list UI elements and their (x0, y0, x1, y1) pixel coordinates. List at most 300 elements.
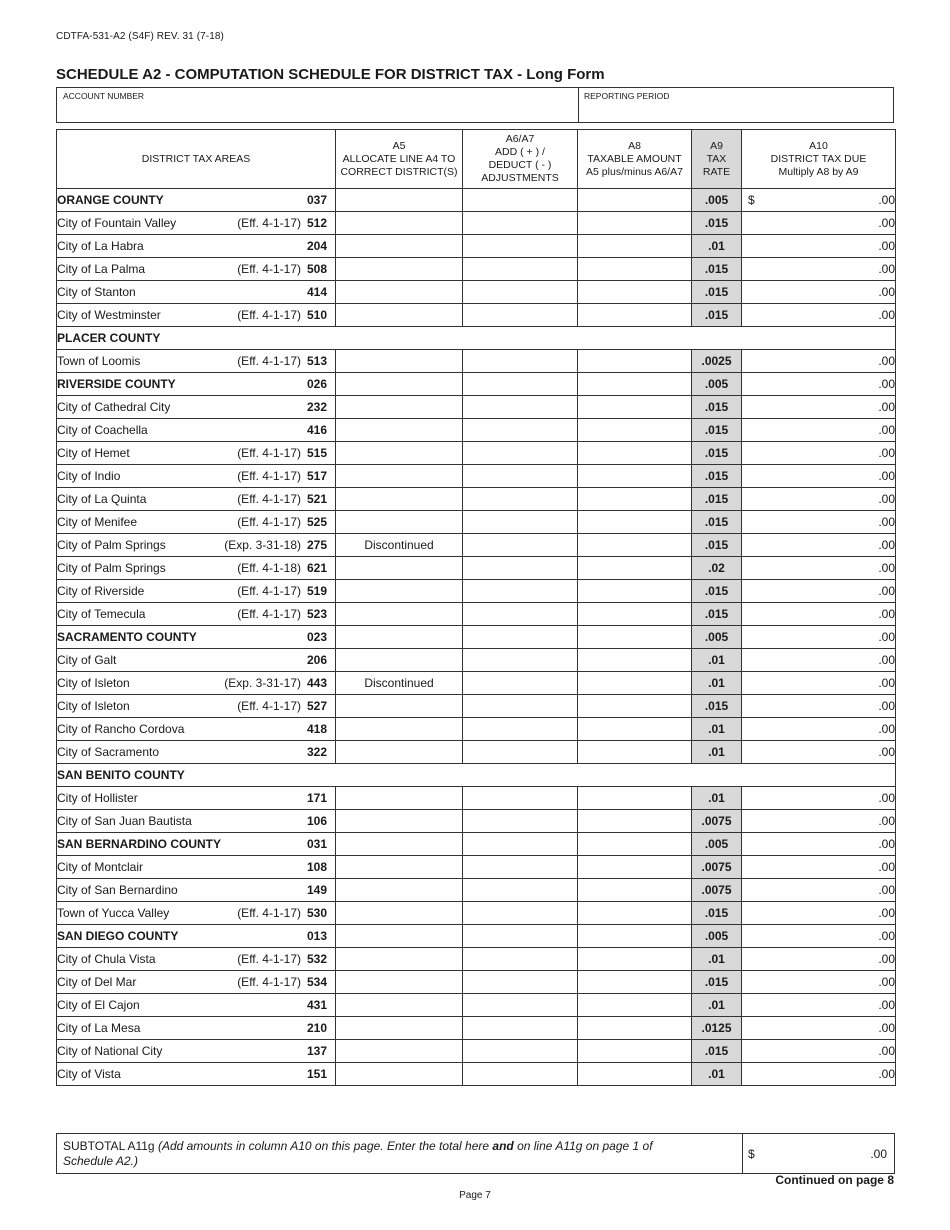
a8-taxable-amount-field[interactable] (578, 856, 692, 879)
district-area-cell (57, 718, 336, 741)
a10-district-tax-due-field[interactable] (742, 626, 896, 649)
district-name: City of San Bernardino (57, 883, 178, 897)
table-row (57, 534, 896, 557)
a5-allocate-field[interactable] (336, 948, 463, 971)
a9-tax-rate: .015 (692, 1040, 742, 1063)
a8-taxable-amount-field[interactable] (578, 465, 692, 488)
district-area-inner (57, 584, 335, 598)
a6-a7-adjustment-field[interactable] (463, 235, 578, 258)
a8-taxable-amount-field[interactable] (578, 603, 692, 626)
district-area-cell (57, 741, 336, 764)
a6-a7-adjustment-field[interactable] (463, 902, 578, 925)
a9-tax-rate: .015 (692, 695, 742, 718)
due-amount: .00 (878, 285, 895, 299)
a6-a7-adjustment-field[interactable] (463, 465, 578, 488)
district-area-cell (57, 994, 336, 1017)
table-row (57, 580, 896, 603)
a5-allocate-field[interactable] (336, 718, 463, 741)
a9-tax-rate: .015 (692, 511, 742, 534)
district-name: City of Hemet (57, 446, 130, 460)
effective-date: (Eff. 4-1-17) (237, 607, 301, 621)
a6-a7-adjustment-field[interactable] (463, 994, 578, 1017)
a6-a7-adjustment-field[interactable] (463, 281, 578, 304)
due-amount: .00 (878, 1067, 895, 1081)
a10-district-tax-due-field[interactable] (742, 1017, 896, 1040)
county-row (57, 764, 896, 787)
district-name: City of La Palma (57, 262, 146, 276)
a8-taxable-amount-field[interactable] (578, 258, 692, 281)
a5-allocate-field[interactable] (336, 994, 463, 1017)
district-area-inner (57, 791, 335, 805)
a9-tax-rate: .01 (692, 672, 742, 695)
a5-allocate-field[interactable] (336, 258, 463, 281)
a6-a7-adjustment-field[interactable] (463, 212, 578, 235)
effective-date: (Exp. 3-31-17) (224, 676, 301, 690)
a6-a7-adjustment-field[interactable] (463, 925, 578, 948)
a10-district-tax-due-field[interactable] (742, 304, 896, 327)
a5-allocate-field[interactable] (336, 741, 463, 764)
a5-allocate-field[interactable] (336, 419, 463, 442)
district-tax-table (56, 129, 896, 1086)
a9-tax-rate: .015 (692, 580, 742, 603)
a8-taxable-amount-field[interactable] (578, 787, 692, 810)
due-amount: .00 (878, 630, 895, 644)
effective-date: (Eff. 4-1-17) (237, 492, 301, 506)
subtotal-instruction-and: and (492, 1139, 514, 1153)
a8-taxable-amount-field[interactable] (578, 442, 692, 465)
a5-allocate-field[interactable] (336, 396, 463, 419)
district-area-cell (57, 925, 336, 948)
header-a9-code: A9 (710, 139, 723, 152)
table-row (57, 672, 896, 695)
due-amount: .00 (878, 837, 895, 851)
a10-district-tax-due-field[interactable] (742, 994, 896, 1017)
district-name: Town of Yucca Valley (57, 906, 170, 920)
subtotal-box (56, 1133, 895, 1174)
a10-district-tax-due-field[interactable] (742, 948, 896, 971)
district-name: City of Hollister (57, 791, 138, 805)
a5-allocate-field[interactable] (336, 856, 463, 879)
a5-allocate-field[interactable] (336, 235, 463, 258)
a6-a7-adjustment-field[interactable] (463, 649, 578, 672)
a8-taxable-amount-field[interactable] (578, 350, 692, 373)
a10-district-tax-due-field[interactable] (742, 672, 896, 695)
table-header-row (57, 130, 896, 189)
a8-taxable-amount-field[interactable] (578, 1017, 692, 1040)
a8-taxable-amount-field[interactable] (578, 1063, 692, 1086)
district-area-cell (57, 626, 336, 649)
due-amount: .00 (878, 975, 895, 989)
a5-allocate-field[interactable] (336, 189, 463, 212)
a5-allocate-field[interactable] (336, 971, 463, 994)
a10-district-tax-due-field[interactable] (742, 1063, 896, 1086)
a5-allocate-field[interactable] (336, 1040, 463, 1063)
district-code: 137 (307, 1044, 328, 1058)
a5-allocate-field[interactable] (336, 281, 463, 304)
table-row (57, 603, 896, 626)
table-row (57, 350, 896, 373)
a10-district-tax-due-field[interactable] (742, 1040, 896, 1063)
table-row (57, 281, 896, 304)
district-area-cell (57, 1040, 336, 1063)
a6-a7-adjustment-field[interactable] (463, 442, 578, 465)
table-row (57, 971, 896, 994)
a10-district-tax-due-field[interactable] (742, 787, 896, 810)
a6-a7-adjustment-field[interactable] (463, 488, 578, 511)
district-area-cell (57, 419, 336, 442)
a8-taxable-amount-field[interactable] (578, 212, 692, 235)
a9-tax-rate: .01 (692, 741, 742, 764)
district-code: 527 (307, 699, 328, 713)
a6-a7-adjustment-field[interactable] (463, 419, 578, 442)
a10-district-tax-due-field[interactable] (742, 649, 896, 672)
a10-district-tax-due-field[interactable] (742, 902, 896, 925)
district-code: 431 (307, 998, 328, 1012)
district-code: 232 (307, 400, 328, 414)
a8-taxable-amount-field[interactable] (578, 373, 692, 396)
a6-a7-adjustment-field[interactable] (463, 1063, 578, 1086)
district-area-inner (57, 561, 335, 575)
district-code: 521 (307, 492, 328, 506)
a6-a7-adjustment-field[interactable] (463, 1017, 578, 1040)
a8-taxable-amount-field[interactable] (578, 580, 692, 603)
effective-date: (Eff. 4-1-17) (237, 952, 301, 966)
table-row (57, 557, 896, 580)
a10-district-tax-due-field[interactable] (742, 258, 896, 281)
district-area-inner (57, 239, 335, 253)
a10-district-tax-due-field[interactable] (742, 281, 896, 304)
effective-date: (Eff. 4-1-17) (237, 515, 301, 529)
district-name: City of Galt (57, 653, 117, 667)
district-code: 210 (307, 1021, 328, 1035)
a5-allocate-field[interactable] (336, 1017, 463, 1040)
header-a10 (742, 130, 896, 189)
district-name: City of Del Mar (57, 975, 137, 989)
district-name: City of Sacramento (57, 745, 160, 759)
a8-taxable-amount-field[interactable] (578, 511, 692, 534)
due-amount: .00 (878, 492, 895, 506)
a9-tax-rate: .015 (692, 304, 742, 327)
a10-district-tax-due-field[interactable] (742, 925, 896, 948)
district-area-inner (57, 515, 335, 529)
a5-allocate-field[interactable] (336, 925, 463, 948)
header-a9-line2: RATE (702, 165, 731, 178)
district-area-inner (57, 883, 335, 897)
a6-a7-adjustment-field[interactable] (463, 856, 578, 879)
a10-district-tax-due-field[interactable] (742, 189, 896, 212)
a6-a7-adjustment-field[interactable] (463, 833, 578, 856)
a5-allocate-field[interactable] (336, 580, 463, 603)
a8-taxable-amount-field[interactable] (578, 1040, 692, 1063)
due-amount: .00 (878, 722, 895, 736)
a6-a7-adjustment-field[interactable] (463, 603, 578, 626)
district-code: 206 (307, 653, 328, 667)
a10-district-tax-due-field[interactable] (742, 580, 896, 603)
district-name: City of Isleton (57, 676, 130, 690)
district-code: 013 (307, 929, 328, 943)
district-code: 621 (307, 561, 328, 575)
district-area-cell (57, 948, 336, 971)
a5-allocate-field[interactable] (336, 212, 463, 235)
a6-a7-adjustment-field[interactable] (463, 672, 578, 695)
a9-tax-rate: .01 (692, 235, 742, 258)
district-code: 532 (307, 952, 328, 966)
account-number-label: ACCOUNT NUMBER (63, 91, 145, 101)
district-code: 515 (307, 446, 328, 460)
table-row (57, 810, 896, 833)
due-amount: .00 (878, 998, 895, 1012)
due-amount: .00 (878, 354, 895, 368)
a8-taxable-amount-field[interactable] (578, 419, 692, 442)
table-row (57, 994, 896, 1017)
due-amount: .00 (878, 423, 895, 437)
district-name: City of El Cajon (57, 998, 140, 1012)
a9-tax-rate: .005 (692, 833, 742, 856)
a10-district-tax-due-field[interactable] (742, 695, 896, 718)
account-divider (578, 88, 579, 122)
a5-allocate-field[interactable] (336, 833, 463, 856)
a10-district-tax-due-field[interactable] (742, 511, 896, 534)
due-amount: .00 (878, 1021, 895, 1035)
a8-taxable-amount-field[interactable] (578, 189, 692, 212)
table-body (57, 189, 896, 1086)
district-area-cell (57, 396, 336, 419)
header-a9-line1: TAX (706, 152, 727, 165)
a5-allocate-field[interactable] (336, 902, 463, 925)
district-area-inner (57, 676, 335, 690)
district-area-cell (57, 856, 336, 879)
a5-allocate-field[interactable] (336, 465, 463, 488)
a8-taxable-amount-field[interactable] (578, 281, 692, 304)
effective-date: (Eff. 4-1-17) (237, 469, 301, 483)
a10-district-tax-due-field[interactable] (742, 488, 896, 511)
a6-a7-adjustment-field[interactable] (463, 511, 578, 534)
a5-allocate-field[interactable] (336, 695, 463, 718)
a6-a7-adjustment-field[interactable] (463, 258, 578, 281)
district-area-inner (57, 814, 335, 828)
a5-allocate-field[interactable] (336, 511, 463, 534)
a8-taxable-amount-field[interactable] (578, 902, 692, 925)
subtotal-text (63, 1139, 683, 1169)
a9-tax-rate: .005 (692, 925, 742, 948)
due-amount: .00 (878, 584, 895, 598)
district-code: 530 (307, 906, 328, 920)
subtotal-instruction-1: (Add amounts in column A10 on this page. Enter the total here (157, 1139, 490, 1153)
a9-tax-rate: .015 (692, 258, 742, 281)
district-area-cell (57, 189, 336, 212)
a5-allocate-field[interactable] (336, 1063, 463, 1086)
a10-district-tax-due-field[interactable] (742, 534, 896, 557)
a5-allocate-field[interactable] (336, 442, 463, 465)
a9-tax-rate: .015 (692, 396, 742, 419)
a10-district-tax-due-field[interactable] (742, 718, 896, 741)
a10-district-tax-due-field[interactable] (742, 373, 896, 396)
district-area-inner (57, 630, 335, 644)
a6-a7-adjustment-field[interactable] (463, 718, 578, 741)
district-code: 275 (307, 538, 328, 552)
district-area-cell (57, 465, 336, 488)
account-period-box (56, 87, 894, 123)
header-a5-code: A5 (392, 139, 406, 152)
a10-district-tax-due-field[interactable] (742, 833, 896, 856)
a5-allocate-field[interactable] (336, 373, 463, 396)
a8-taxable-amount-field[interactable] (578, 718, 692, 741)
a10-district-tax-due-field[interactable] (742, 350, 896, 373)
a5-allocate-field[interactable] (336, 557, 463, 580)
a8-taxable-amount-field[interactable] (578, 994, 692, 1017)
a8-taxable-amount-field[interactable] (578, 557, 692, 580)
district-area-cell (57, 235, 336, 258)
a8-taxable-amount-field[interactable] (578, 879, 692, 902)
a6-a7-adjustment-field[interactable] (463, 534, 578, 557)
a6-a7-adjustment-field[interactable] (463, 810, 578, 833)
a5-allocate-field[interactable] (336, 626, 463, 649)
district-area-cell (57, 672, 336, 695)
district-area-inner (57, 929, 335, 943)
a6-a7-adjustment-field[interactable] (463, 304, 578, 327)
a6-a7-adjustment-field[interactable] (463, 396, 578, 419)
table-row (57, 787, 896, 810)
a9-tax-rate: .015 (692, 281, 742, 304)
district-area-inner (57, 492, 335, 506)
a6-a7-adjustment-field[interactable] (463, 580, 578, 603)
district-name: SAN DIEGO COUNTY (57, 929, 179, 943)
district-area-cell (57, 281, 336, 304)
district-name: City of Menifee (57, 515, 138, 529)
district-code: 031 (307, 837, 328, 851)
a5-allocate-field[interactable] (336, 304, 463, 327)
a9-tax-rate: .015 (692, 902, 742, 925)
a10-district-tax-due-field[interactable] (742, 741, 896, 764)
subtotal-amount-field[interactable]: .00 (870, 1147, 887, 1161)
a6-a7-adjustment-field[interactable] (463, 948, 578, 971)
table-row (57, 258, 896, 281)
due-amount: .00 (878, 860, 895, 874)
a10-district-tax-due-field[interactable] (742, 603, 896, 626)
a6-a7-adjustment-field[interactable] (463, 741, 578, 764)
due-amount: .00 (878, 929, 895, 943)
a8-taxable-amount-field[interactable] (578, 304, 692, 327)
a10-district-tax-due-field[interactable] (742, 879, 896, 902)
a5-allocate-field[interactable]: Discontinued (336, 534, 463, 557)
a5-allocate-field[interactable] (336, 350, 463, 373)
a10-district-tax-due-field[interactable] (742, 557, 896, 580)
district-area-cell (57, 833, 336, 856)
a10-district-tax-due-field[interactable] (742, 212, 896, 235)
a10-district-tax-due-field[interactable] (742, 235, 896, 258)
a5-allocate-field[interactable] (336, 488, 463, 511)
a6-a7-adjustment-field[interactable] (463, 557, 578, 580)
district-name: City of San Juan Bautista (57, 814, 192, 828)
county-heading (57, 764, 896, 787)
a8-taxable-amount-field[interactable] (578, 741, 692, 764)
district-name: City of Coachella (57, 423, 148, 437)
a8-taxable-amount-field[interactable] (578, 235, 692, 258)
a8-taxable-amount-field[interactable] (578, 833, 692, 856)
county-name: PLACER COUNTY (57, 331, 161, 345)
a8-taxable-amount-field[interactable] (578, 695, 692, 718)
a9-tax-rate: .015 (692, 603, 742, 626)
a6-a7-adjustment-field[interactable] (463, 373, 578, 396)
a10-district-tax-due-field[interactable] (742, 396, 896, 419)
county-name: SAN BENITO COUNTY (57, 768, 185, 782)
table-row (57, 718, 896, 741)
district-code: 106 (307, 814, 328, 828)
a8-taxable-amount-field[interactable] (578, 649, 692, 672)
a5-allocate-field[interactable] (336, 603, 463, 626)
a8-taxable-amount-field[interactable] (578, 672, 692, 695)
a6-a7-adjustment-field[interactable] (463, 1040, 578, 1063)
a9-tax-rate: .015 (692, 419, 742, 442)
district-code: 151 (307, 1067, 328, 1081)
a9-tax-rate: .02 (692, 557, 742, 580)
header-a5 (336, 130, 463, 189)
district-name: City of Stanton (57, 285, 136, 299)
a8-taxable-amount-field[interactable] (578, 971, 692, 994)
a9-tax-rate: .005 (692, 626, 742, 649)
a10-district-tax-due-field[interactable] (742, 465, 896, 488)
due-amount: .00 (878, 239, 895, 253)
due-amount: .00 (878, 699, 895, 713)
district-name: City of Cathedral City (57, 400, 171, 414)
district-code: 414 (307, 285, 328, 299)
a6-a7-adjustment-field[interactable] (463, 787, 578, 810)
effective-date: (Eff. 4-1-17) (237, 975, 301, 989)
district-area-cell (57, 787, 336, 810)
a6-a7-adjustment-field[interactable] (463, 879, 578, 902)
a5-allocate-field[interactable] (336, 879, 463, 902)
a8-taxable-amount-field[interactable] (578, 396, 692, 419)
due-amount: .00 (878, 262, 895, 276)
a5-allocate-field[interactable] (336, 649, 463, 672)
header-a10-code: A10 (809, 139, 828, 152)
a8-taxable-amount-field[interactable] (578, 948, 692, 971)
a10-district-tax-due-field[interactable] (742, 810, 896, 833)
a5-allocate-field[interactable] (336, 810, 463, 833)
a6-a7-adjustment-field[interactable] (463, 189, 578, 212)
a8-taxable-amount-field[interactable] (578, 488, 692, 511)
a6-a7-adjustment-field[interactable] (463, 971, 578, 994)
a5-allocate-field[interactable] (336, 787, 463, 810)
district-area-inner (57, 1067, 335, 1081)
district-area-inner (57, 308, 335, 322)
district-name: City of Vista (57, 1067, 121, 1081)
a8-taxable-amount-field[interactable] (578, 925, 692, 948)
a6-a7-adjustment-field[interactable] (463, 626, 578, 649)
a5-allocate-field[interactable]: Discontinued (336, 672, 463, 695)
district-code: 443 (307, 676, 328, 690)
table-row (57, 1063, 896, 1086)
a9-tax-rate: .015 (692, 534, 742, 557)
district-name: City of La Habra (57, 239, 144, 253)
a8-taxable-amount-field[interactable] (578, 810, 692, 833)
district-code: 023 (307, 630, 328, 644)
form-number: CDTFA-531-A2 (S4F) REV. 31 (7-18) (56, 31, 224, 42)
a6-a7-adjustment-field[interactable] (463, 350, 578, 373)
a6-a7-adjustment-field[interactable] (463, 695, 578, 718)
district-area-inner (57, 837, 335, 851)
a10-district-tax-due-field[interactable] (742, 971, 896, 994)
table-row (57, 1017, 896, 1040)
a10-district-tax-due-field[interactable] (742, 419, 896, 442)
a8-taxable-amount-field[interactable] (578, 626, 692, 649)
a10-district-tax-due-field[interactable] (742, 856, 896, 879)
effective-date: (Eff. 4-1-17) (237, 308, 301, 322)
district-code: 508 (307, 262, 328, 276)
district-area-cell (57, 304, 336, 327)
a10-district-tax-due-field[interactable] (742, 442, 896, 465)
a8-taxable-amount-field[interactable] (578, 534, 692, 557)
